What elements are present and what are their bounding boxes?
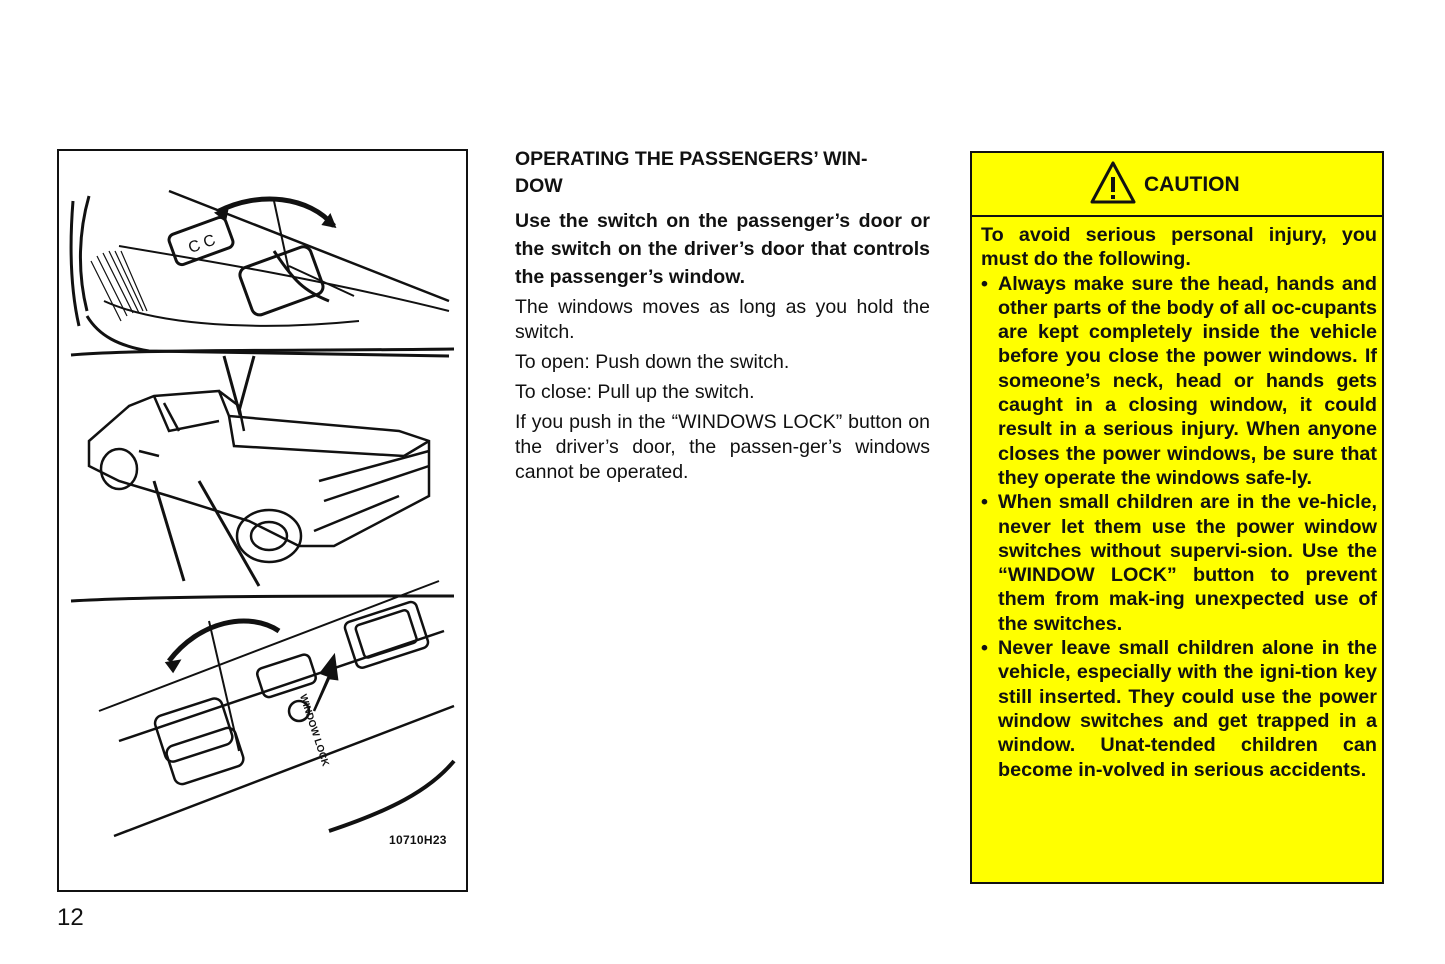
paragraph: To close: Pull up the switch.	[515, 381, 755, 403]
caution-title: CAUTION	[1144, 173, 1240, 196]
caution-item	[981, 490, 1377, 636]
section-title-line1: OPERATING THE PASSENGERS’ WIN-	[515, 148, 868, 170]
driver-door-switch-drawing	[99, 581, 454, 836]
section-content	[515, 146, 930, 490]
passenger-door-switch-drawing	[71, 191, 449, 356]
hatching	[91, 251, 147, 321]
lead-paragraph: Use the switch on the passenger’s door or the switch on the driver’s door that controls the passenger’s window.	[515, 210, 930, 288]
power-window-illustration	[59, 151, 466, 890]
warning-triangle-icon	[1089, 160, 1137, 206]
figure-code: 10710H23	[389, 833, 447, 847]
pickup-truck-drawing	[89, 391, 429, 562]
caution-intro: To avoid serious personal injury, you must do the following.	[981, 224, 1377, 271]
page-number: 12	[57, 904, 84, 931]
bullet: •	[981, 491, 988, 514]
caution-item	[981, 636, 1377, 782]
caution-item-text: Always make sure the head, hands and other parts of the body of all oc-cupants are kept completely inside the vehicle before you close the power windows. If someone’s neck, head or hands gets caught in a closing window, it could result in a serious injury. When anyone closes the power windows, be sure that they operate the windows safe-ly.	[998, 272, 1377, 489]
caution-box	[970, 151, 1384, 884]
section-title-line2: DOW	[515, 175, 563, 197]
bullet: •	[981, 272, 988, 295]
section-title	[515, 146, 930, 200]
caution-list	[981, 272, 1377, 782]
caution-body	[972, 217, 1382, 782]
paragraph: The windows moves as long as you hold the switch.	[515, 296, 930, 343]
caution-item-text: When small children are in the ve-hicle, never let them use the power window switches without supervi-sion. Use the “WINDOW LOCK” button to prevent them from mak-ing unexpected use of the switches.	[998, 491, 1377, 635]
paragraph: To open: Push down the switch.	[515, 351, 790, 373]
caution-item	[981, 272, 1377, 491]
svg-text:C C: C C	[186, 231, 218, 258]
caution-header	[972, 153, 1382, 217]
paragraph: If you push in the “WINDOWS LOCK” button on the driver’s door, the passen-ger’s windows cannot be operated.	[515, 411, 930, 483]
caution-item-text: Never leave small children alone in the vehicle, especially with the igni-tion key still inserted. They could use the power window switches and get trapped in a window. Unat-tended children can become in-volved in serious accidents.	[998, 637, 1377, 781]
window-lock-label: WINDOW LOCK	[296, 693, 331, 768]
bullet: •	[981, 637, 988, 660]
illustration-figure	[57, 149, 468, 892]
